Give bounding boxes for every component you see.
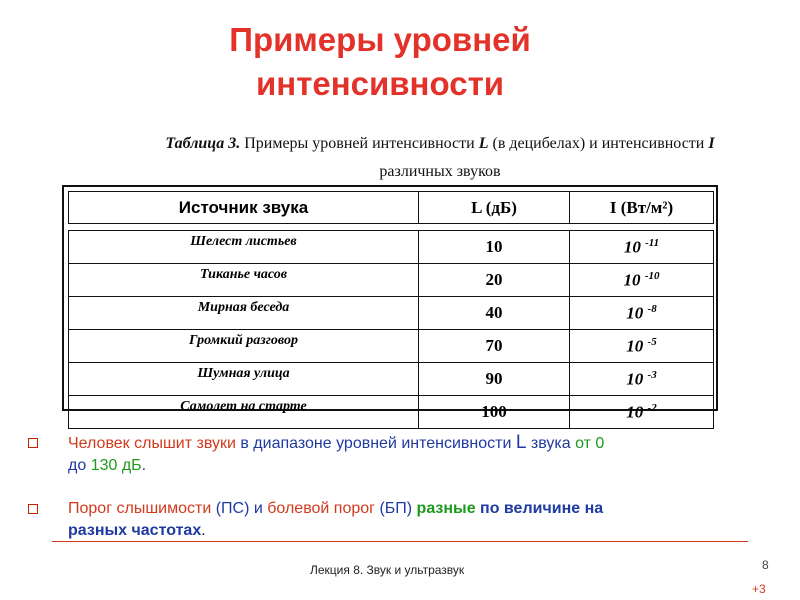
caption-I: I: [708, 135, 715, 152]
row-source: Самолет на старте: [69, 396, 419, 429]
header-level: L (дБ): [419, 192, 570, 224]
table-row: [69, 363, 714, 396]
header-separator: [69, 224, 714, 231]
caption-text-1: Примеры уровней интенсивности: [240, 135, 479, 152]
row-level: 10: [419, 231, 570, 264]
row-source: Громкий разговор: [69, 330, 419, 363]
row-level: 90: [419, 363, 570, 396]
square-bullet-icon: [28, 438, 38, 448]
row-level: 100: [419, 396, 570, 429]
table-row: [69, 396, 714, 429]
header-source: Источник звука: [69, 192, 419, 224]
page-extra: +3: [752, 582, 766, 596]
bullet-thresholds: Порог слышимости (ПС) и болевой порог (БП) разные по величине на разных частотах.: [30, 498, 750, 542]
row-intensity: 10 $^{-8}$: [570, 297, 714, 330]
row-level: 40: [419, 297, 570, 330]
title-line-2: интенсивности: [255, 65, 505, 102]
bullet-hearing-range: Человек слышит звуки в диапазоне уровней интенсивности L звука от 0 до 130 дБ.: [30, 432, 750, 477]
row-intensity: 10 $^{-3}$: [570, 363, 714, 396]
title-line-1: Примеры уровней: [229, 21, 531, 58]
row-intensity: 10 $^{-2}$: [570, 396, 714, 429]
caption-line-2: различных звуков: [379, 163, 501, 180]
caption-L: L: [478, 135, 489, 152]
footer-text: Лекция 8. Звук и ультразвук: [310, 563, 465, 577]
row-source: Шелест листьев: [69, 231, 419, 264]
page-number: 8: [762, 558, 769, 572]
row-intensity: 10 $^{-11}$: [570, 231, 714, 264]
table-row: [69, 264, 714, 297]
row-source: Тиканье часов: [69, 264, 419, 297]
header-intensity: I (Вт/м²): [570, 192, 714, 224]
square-bullet-icon: [28, 504, 38, 514]
row-source: Мирная беседа: [69, 297, 419, 330]
table-row: [69, 297, 714, 330]
row-level: 20: [419, 264, 570, 297]
row-intensity: 10 $^{-5}$: [570, 330, 714, 363]
row-level: 70: [419, 330, 570, 363]
table-header-row: [69, 192, 714, 224]
row-intensity: 10 $^{-10}$: [570, 264, 714, 297]
table-caption: [105, 130, 775, 186]
table-row: [69, 330, 714, 363]
bottom-divider: [52, 541, 748, 542]
row-source: Шумная улица: [69, 363, 419, 396]
slide-title: [0, 18, 760, 106]
caption-text-2: (в децибелах) и интенсивности: [488, 135, 709, 152]
table-row: [69, 231, 714, 264]
intensity-table: [62, 185, 718, 422]
caption-label: Таблица 3.: [165, 135, 241, 152]
